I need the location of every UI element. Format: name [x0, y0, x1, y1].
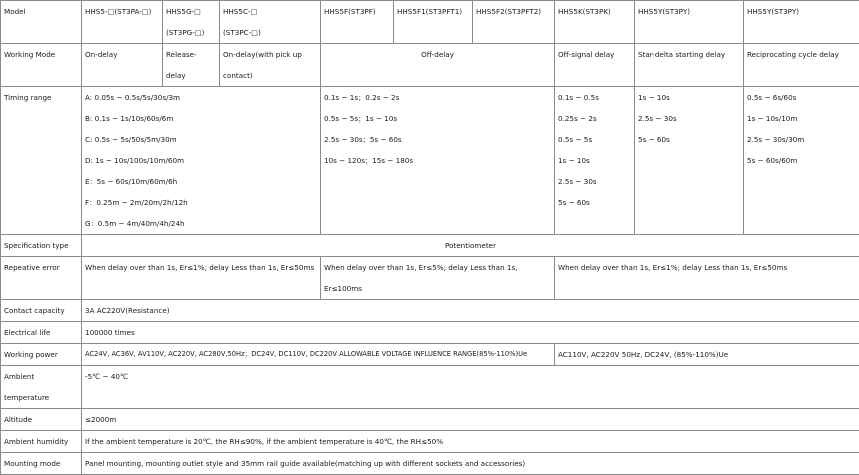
label-mounting-mode: Mounting mode — [1, 453, 82, 475]
altitude-value: ≤2000m — [82, 409, 859, 431]
timing-item: 1s ~ 10s — [558, 150, 631, 171]
label-spec-type: Specification type — [1, 235, 82, 257]
timing-item: 1s ~ 10s — [638, 87, 740, 108]
timing-item: 2.5s ~ 30s — [638, 108, 740, 129]
working-power-2: AC110V, AC220V 50Hz, DC24V, (85%-110%)Ue — [555, 344, 859, 366]
row-spec-type — [1, 235, 859, 257]
repeat-error-1: When delay over than 1s, Er≤1%; delay Less than 1s, Er≤50ms — [82, 257, 321, 300]
timing-item: E：5s ~ 60s/10m/60m/6h — [85, 171, 317, 192]
timing-col-2 — [321, 87, 555, 235]
row-contact-capacity — [1, 300, 859, 322]
repeat-error-2: When delay over than 1s, Er≤5%; delay Less than 1s, Er≤100ms — [321, 257, 555, 300]
timing-col-5 — [744, 87, 859, 235]
timing-item: 5s ~ 60s — [638, 129, 740, 150]
row-altitude — [1, 409, 859, 431]
label-repeat-error: Repeative error — [1, 257, 82, 300]
row-timing-range — [1, 87, 859, 235]
row-electrical-life — [1, 322, 859, 344]
model-hhs5y-b: HHS5Y(ST3PY) — [744, 1, 859, 44]
label-contact-capacity: Contact capacity — [1, 300, 82, 322]
timing-col-4 — [635, 87, 744, 235]
label-timing-range: Timing range — [1, 87, 82, 235]
ambient-temperature-value: -5℃ ~ 40℃ — [82, 366, 859, 409]
label-working-power: Working power — [1, 344, 82, 366]
timing-item: A: 0.05s ~ 0.5s/5s/30s/3m — [85, 87, 317, 108]
model-hhs5c: HHS5C-□ (ST3PC-□) — [220, 1, 321, 44]
row-mounting-mode — [1, 453, 859, 475]
timing-item: 0.5s ~ 6s/60s — [747, 87, 856, 108]
model-hhs5g: HHS5G-□ (ST3PG-□) — [163, 1, 220, 44]
mode-release-delay: Release- delay — [163, 44, 220, 87]
model-hhs5f2: HHS5F2(ST3PFT2) — [473, 1, 555, 44]
row-repeat-error — [1, 257, 859, 300]
mounting-mode-value: Panel mounting, mounting outlet style and 35mm rail guide available(matching up with different sockets and accessories) — [82, 453, 859, 475]
timing-item: 5s ~ 60s — [558, 192, 631, 213]
repeat-error-3: When delay over than 1s, Er≤1%; delay Less than 1s, Er≤50ms — [555, 257, 859, 300]
row-working-mode — [1, 44, 859, 87]
timing-col-1 — [82, 87, 321, 235]
working-power-1: AC24V, AC36V, AV110V, AC220V, AC280V,50Hz；DC24V, DC110V, DC220V ALLOWABLE VOLTAGE INFLUENCE RANGE(85%-110%)Ue — [82, 344, 555, 366]
spec-type-value: Potentiometer — [82, 235, 859, 257]
timing-item: 0.25s ~ 2s — [558, 108, 631, 129]
label-ambient-humidity: Ambient humidity — [1, 431, 82, 453]
model-hhs5y-a: HHS5Y(ST3PY) — [635, 1, 744, 44]
row-ambient-temperature — [1, 366, 859, 409]
mode-reciprocating: Reciprocating cycle delay — [744, 44, 859, 87]
label-model: Model — [1, 1, 82, 44]
timing-item: 2.5s ~ 30s；5s ~ 60s — [324, 129, 551, 150]
row-ambient-humidity — [1, 431, 859, 453]
mode-on-delay: On-delay — [82, 44, 163, 87]
label-ambient-temperature: Ambient temperature — [1, 366, 82, 409]
model-hhs5k: HHS5K(ST3PK) — [555, 1, 635, 44]
mode-off-signal: Off-signal delay — [555, 44, 635, 87]
contact-capacity-value: 3A AC220V(Resistance) — [82, 300, 859, 322]
row-model — [1, 1, 859, 44]
timing-item: D: 1s ~ 10s/100s/10m/60m — [85, 150, 317, 171]
mode-star-delta: Star-delta starting delay — [635, 44, 744, 87]
mode-off-delay: Off-delay — [321, 44, 555, 87]
timing-item: 5s ~ 60s/60m — [747, 150, 856, 171]
timing-item: F：0.25m ~ 2m/20m/2h/12h — [85, 192, 317, 213]
timing-item: 2.5s ~ 30s — [558, 171, 631, 192]
label-working-mode: Working Mode — [1, 44, 82, 87]
model-hhs5: HHS5-□(ST3PA-□) — [82, 1, 163, 44]
timing-item: B: 0.1s ~ 1s/10s/60s/6m — [85, 108, 317, 129]
timing-item: 10s ~ 120s；15s ~ 180s — [324, 150, 551, 171]
timing-item: 0.5s ~ 5s；1s ~ 10s — [324, 108, 551, 129]
timing-item: 0.1s ~ 0.5s — [558, 87, 631, 108]
label-altitude: Altitude — [1, 409, 82, 431]
ambient-humidity-value: If the ambient temperature is 20℃, the RH≤90%, if the ambient temperature is 40℃, the RH≤50% — [82, 431, 859, 453]
model-hhs5f: HHS5F(ST3PF) — [321, 1, 394, 44]
timing-item: 2.5s ~ 30s/30m — [747, 129, 856, 150]
timing-col-3 — [555, 87, 635, 235]
timing-item: C: 0.5s ~ 5s/50s/5m/30m — [85, 129, 317, 150]
label-electrical-life: Electrical life — [1, 322, 82, 344]
timing-item: 0.5s ~ 5s — [558, 129, 631, 150]
electrical-life-value: 100000 times — [82, 322, 859, 344]
timing-item: G：0.5m ~ 4m/40m/4h/24h — [85, 213, 317, 234]
row-working-power — [1, 344, 859, 366]
mode-on-delay-pickup: On-delay(with pick up contact) — [220, 44, 321, 87]
timing-item: 1s ~ 10s/10m — [747, 108, 856, 129]
timing-item: 0.1s ~ 1s；0.2s ~ 2s — [324, 87, 551, 108]
model-hhs5f1: HHS5F1(ST3PFT1) — [394, 1, 473, 44]
